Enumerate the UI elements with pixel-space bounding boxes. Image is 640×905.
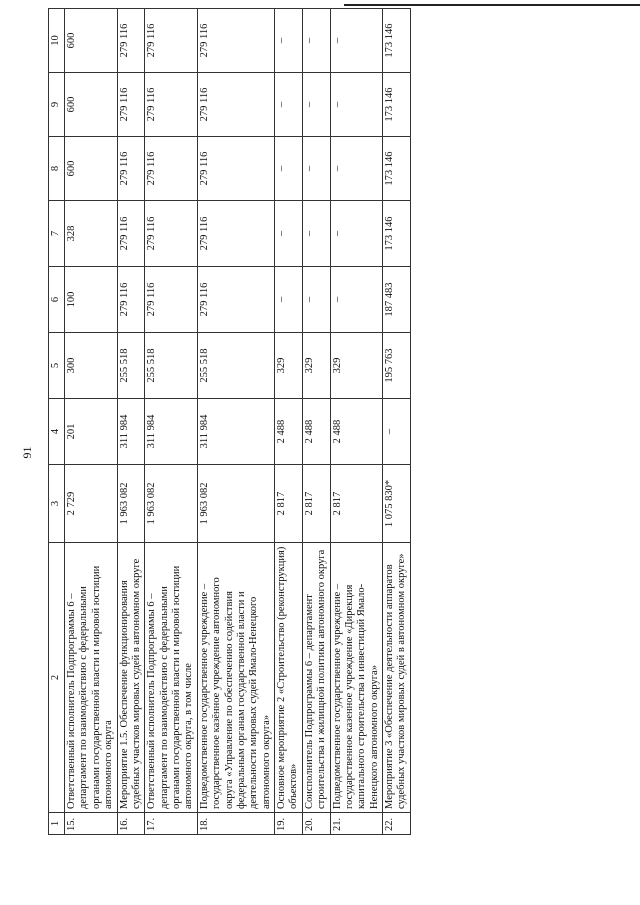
value-cell: – <box>330 73 383 137</box>
value-cell: 1 963 082 <box>197 465 274 543</box>
value-cell: – <box>275 201 303 267</box>
value-cell: 1 963 082 <box>117 465 145 543</box>
value-cell: 173 146 <box>383 9 411 73</box>
value-cell: 311 984 <box>117 399 145 465</box>
value-cell: 328 <box>65 201 118 267</box>
value-cell: 2 488 <box>275 399 303 465</box>
value-cell: 1 075 830* <box>383 465 411 543</box>
value-cell: 279 116 <box>117 267 145 333</box>
value-cell: 311 984 <box>145 399 198 465</box>
value-cell: 100 <box>65 267 118 333</box>
value-cell: – <box>330 201 383 267</box>
value-cell: – <box>383 399 411 465</box>
table-row <box>145 9 198 835</box>
value-cell: – <box>302 201 330 267</box>
value-cell: 173 146 <box>383 137 411 201</box>
value-cell: 279 116 <box>197 73 274 137</box>
value-cell: 255 518 <box>117 333 145 399</box>
value-cell: 2 488 <box>330 399 383 465</box>
value-cell: 1 963 082 <box>145 465 198 543</box>
value-cell: 2 817 <box>330 465 383 543</box>
value-cell: 279 116 <box>197 267 274 333</box>
value-cell: – <box>302 73 330 137</box>
row-number: 20. <box>302 813 330 835</box>
col-header: 4 <box>49 399 65 465</box>
table-row <box>117 9 145 835</box>
table-row <box>275 9 303 835</box>
value-cell: 255 518 <box>197 333 274 399</box>
value-cell: – <box>302 267 330 333</box>
row-description: Ответственный исполнитель Подпрограммы 6 – департамент по взаимодействию с федеральными органами государственной власти и мировой юстиции автономного округа, в том числе <box>145 543 198 813</box>
value-cell: 329 <box>330 333 383 399</box>
value-cell: – <box>275 267 303 333</box>
row-number: 19. <box>275 813 303 835</box>
value-cell: – <box>275 9 303 73</box>
value-cell: 279 116 <box>145 201 198 267</box>
table-row <box>330 9 383 835</box>
row-number: 17. <box>145 813 198 835</box>
table-row <box>197 9 274 835</box>
value-cell: 279 116 <box>117 201 145 267</box>
table-row <box>383 9 411 835</box>
value-cell: 279 116 <box>145 9 198 73</box>
col-header: 2 <box>49 543 65 813</box>
col-header: 1 <box>49 813 65 835</box>
col-header: 5 <box>49 333 65 399</box>
value-cell: – <box>275 137 303 201</box>
value-cell: 201 <box>65 399 118 465</box>
row-number: 18. <box>197 813 274 835</box>
col-header: 3 <box>49 465 65 543</box>
col-header: 6 <box>49 267 65 333</box>
value-cell: – <box>302 9 330 73</box>
table-row <box>65 9 118 835</box>
value-cell: 279 116 <box>145 137 198 201</box>
row-number: 22. <box>383 813 411 835</box>
value-cell: 2 817 <box>302 465 330 543</box>
value-cell: 195 763 <box>383 333 411 399</box>
value-cell: 173 146 <box>383 73 411 137</box>
value-cell: 279 116 <box>197 9 274 73</box>
row-description: Основное мероприятие 2 «Строительство (реконструкция) объектов» <box>275 543 303 813</box>
col-header: 7 <box>49 201 65 267</box>
col-header: 9 <box>49 73 65 137</box>
value-cell: 279 116 <box>117 137 145 201</box>
row-description: Мероприятие 1.5. Обеспечение функционирования судебных участков мировых судей в автономном округе <box>117 543 145 813</box>
value-cell: 2 729 <box>65 465 118 543</box>
value-cell: 187 483 <box>383 267 411 333</box>
value-cell: 2 488 <box>302 399 330 465</box>
row-number: 15. <box>65 813 118 835</box>
row-description: Подведомственное государственное учреждение – государственное казенное учреждение «Дирекция капитального строительства и инвестиций Ямало-Ненецкого автономного округа» <box>330 543 383 813</box>
value-cell: 600 <box>65 73 118 137</box>
budget-table <box>48 8 411 835</box>
value-cell: – <box>330 9 383 73</box>
row-description: Подведомственное государственное учреждение – государственное казённое учреждение автономного округа «Управление по обеспечению содействия федеральным органам государственной власти и деятельности мировых судей Ямало-Ненецкого автономного округа» <box>197 543 274 813</box>
value-cell: 2 817 <box>275 465 303 543</box>
value-cell: 279 116 <box>145 267 198 333</box>
value-cell: 255 518 <box>145 333 198 399</box>
row-number: 21. <box>330 813 383 835</box>
value-cell: 279 116 <box>197 137 274 201</box>
value-cell: – <box>302 137 330 201</box>
col-header: 10 <box>49 9 65 73</box>
value-cell: 311 984 <box>197 399 274 465</box>
value-cell: 173 146 <box>383 201 411 267</box>
value-cell: 600 <box>65 137 118 201</box>
value-cell: – <box>330 137 383 201</box>
row-description: Ответственный исполнитель Подпрограммы 6 – департамент по взаимодействию с федеральными органами государственной власти и мировой юстиции автономного округа <box>65 543 118 813</box>
value-cell: 279 116 <box>117 9 145 73</box>
value-cell: 600 <box>65 9 118 73</box>
value-cell: – <box>275 73 303 137</box>
value-cell: 329 <box>302 333 330 399</box>
row-number: 16. <box>117 813 145 835</box>
row-description: Соисполнитель Подпрограммы 6 – департамент строительства и жилищной политики автономного округа <box>302 543 330 813</box>
col-header: 8 <box>49 137 65 201</box>
value-cell: 279 116 <box>197 201 274 267</box>
row-description: Мероприятие 3 «Обеспечение деятельности аппаратов судебных участков мировых судей в автономном округе» <box>383 543 411 813</box>
value-cell: 300 <box>65 333 118 399</box>
value-cell: 329 <box>275 333 303 399</box>
value-cell: – <box>330 267 383 333</box>
value-cell: 279 116 <box>145 73 198 137</box>
header-row <box>49 9 65 835</box>
value-cell: 279 116 <box>117 73 145 137</box>
table-row <box>302 9 330 835</box>
page-number: 91 <box>20 446 34 459</box>
